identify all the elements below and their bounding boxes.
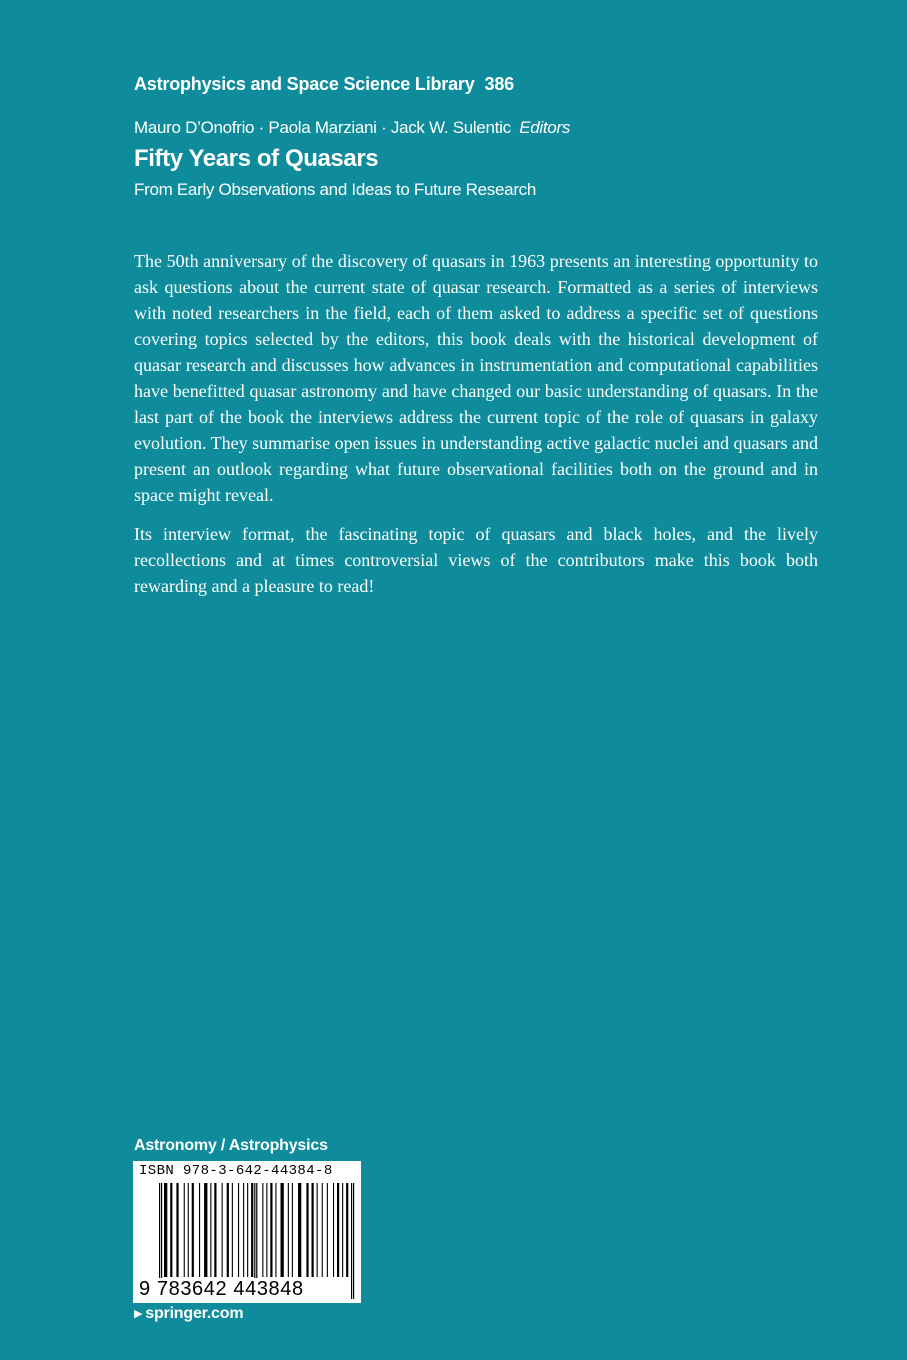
- barcode-bar: [170, 1183, 172, 1277]
- barcode-guard-bar: [351, 1183, 352, 1299]
- barcode-bar: [247, 1183, 248, 1277]
- barcode-bar: [232, 1183, 233, 1277]
- barcode-bar: [281, 1183, 284, 1277]
- barcode-bar: [327, 1183, 328, 1277]
- series-number: 386: [484, 74, 514, 94]
- description-paragraph-1: The 50th anniversary of the discovery of quasars in 1963 presents an interesting opportunity to ask questions about the current state of quasar research. Formatted as a series of interviews with noted researchers in the field, each of them asked to address a specific set of questions covering topics selected by the editors, this book deals with the historical development of quasar research and discusses how advances in instrumentation and computational capabilities have benefitted quasar astronomy and have changed our basic understanding of quasars. In the last part of the book the interviews address the current topic of the role of quasars in galaxy evolution. They summarise open issues in understanding active galactic nuclei and quasars and present an outlook regarding what future observational facilities both on the ground and in space might reveal.: [134, 251, 818, 505]
- publisher-link[interactable]: [134, 1305, 243, 1323]
- barcode-bar: [164, 1183, 167, 1277]
- description-paragraph-2: Its interview format, the fascinating topic of quasars and black holes, and the lively recollections and at times controversial views of the contributors make this book both rewarding and a pleasure to read!: [134, 524, 818, 596]
- barcode-guard-bar: [353, 1183, 354, 1299]
- barcode-bar: [262, 1183, 263, 1277]
- book-description: [134, 248, 818, 612]
- ean-digits: 9 783642 443848: [139, 1278, 304, 1300]
- barcode-bar: [312, 1183, 314, 1277]
- barcode-bar: [243, 1183, 244, 1277]
- barcode-bar: [214, 1183, 216, 1277]
- barcode-bar: [337, 1183, 339, 1277]
- barcode-bar: [188, 1183, 189, 1277]
- barcode-bar: [184, 1183, 185, 1277]
- barcode-bar: [342, 1183, 343, 1277]
- subject-category: Astronomy / Astrophysics: [134, 1137, 328, 1154]
- barcode-bar: [333, 1183, 334, 1277]
- barcode-bar: [288, 1183, 289, 1277]
- barcode-bar: [227, 1183, 229, 1277]
- barcode-bar: [346, 1183, 348, 1277]
- barcode-bar: [266, 1183, 267, 1277]
- editors-line: [134, 118, 570, 138]
- barcode-bar: [275, 1183, 276, 1277]
- series-name: Astrophysics and Space Science Library: [134, 74, 475, 94]
- publisher-url: springer.com: [145, 1305, 244, 1322]
- isbn-barcode: [133, 1161, 361, 1303]
- series-line: [134, 74, 514, 95]
- barcode-bar: [306, 1183, 308, 1277]
- barcode-bar: [199, 1183, 200, 1277]
- barcode-bar: [270, 1183, 272, 1277]
- barcode-bar: [292, 1183, 293, 1277]
- barcode-bar: [322, 1183, 323, 1277]
- triangle-right-icon: ▶: [134, 1308, 143, 1320]
- editor-names: Mauro D’Onofrio · Paola Marziani · Jack W. Sulentic: [134, 118, 511, 137]
- barcode-bar: [192, 1183, 194, 1277]
- barcode-bar: [238, 1183, 239, 1277]
- barcode-bar: [251, 1183, 253, 1277]
- barcode-bar: [222, 1183, 223, 1277]
- barcode-bar: [298, 1183, 301, 1277]
- book-title: Fifty Years of Quasars: [134, 145, 379, 172]
- barcode-bar: [317, 1183, 318, 1277]
- book-subtitle: From Early Observations and Ideas to Future Research: [134, 180, 537, 199]
- barcode-bar: [210, 1183, 211, 1277]
- isbn-label: ISBN 978-3-642-44384-8: [139, 1163, 333, 1179]
- barcode-bar: [176, 1183, 178, 1277]
- barcode-bar: [204, 1183, 207, 1277]
- editors-role: Editors: [519, 118, 571, 137]
